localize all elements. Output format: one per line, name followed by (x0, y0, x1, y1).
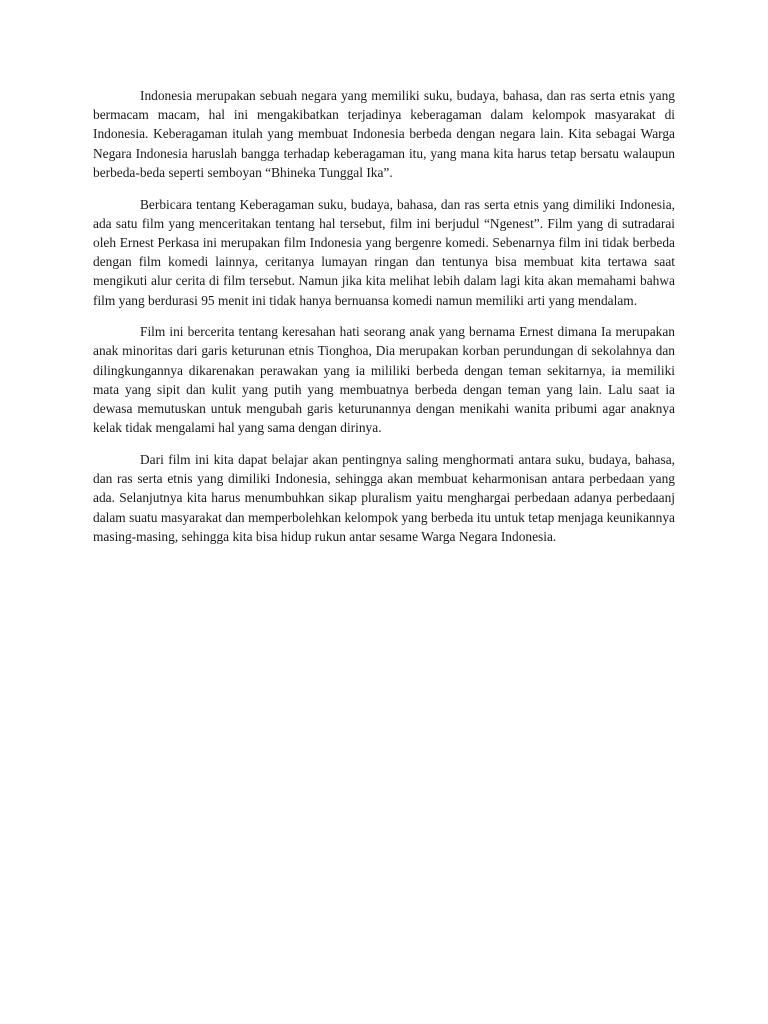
paragraph: Dari film ini kita dapat belajar akan pentingnya saling menghormati antara suku, budaya, bahasa, dan ras serta etnis yang dimiliki Indonesia, sehingga akan membuat keharmonisan antara perbedaan yang ada. Selanjutnya kita harus menumbuhkan sikap pluralism yaitu menghargai perbedaan adanya perbedaanj dalam suatu masyarakat dan memperbolehkan kelompok yang berbeda itu untuk tetap menjaga keunikannya masing-masing, sehingga kita bisa hidup rukun antar sesame Warga Negara Indonesia. (93, 451, 675, 544)
document-body (93, 86, 675, 558)
paragraph: Berbicara tentang Keberagaman suku, budaya, bahasa, dan ras serta etnis yang dimiliki Indonesia, ada satu film yang menceritakan tentang hal tersebut, film ini berjudul “Ngenest”. Film yang di sutradarai oleh Ernest Perkasa ini merupakan film Indonesia yang bergenre komedi. Sebenarnya film ini tidak berbeda dengan film komedi lainnya, ceritanya lumayan ringan dan tentunya bisa membuat kita tertawa saat mengikuti alur cerita di film tersebut. Namun jika kita melihat lebih dalam lagi kita akan memahami bahwa film yang berdurasi 95 menit ini tidak hanya bernuansa komedi namun memiliki arti yang mendalam. (93, 196, 675, 308)
paragraph: Indonesia merupakan sebuah negara yang memiliki suku, budaya, bahasa, dan ras serta etnis yang bermacam macam, hal ini mengakibatkan terjadinya keberagaman dalam kelompok masyarakat di Indonesia. Keberagaman itulah yang membuat Indonesia berbeda dengan negara lain. Kita sebagai Warga Negara Indonesia haruslah bangga terhadap keberagaman itu, yang mana kita harus tetap bersatu walaupun berbeda-beda seperti semboyan “Bhineka Tunggal Ika”. (93, 88, 675, 180)
paragraph: Film ini bercerita tentang keresahan hati seorang anak yang bernama Ernest dimana Ia merupakan anak minoritas dari garis keturunan etnis Tionghoa, Dia merupakan korban perundungan di sekolahnya dan dilingkungannya dikarenakan perawakan yang ia mililiki berbeda dengan teman sekitarnya, ia memiliki mata yang sipit dan kulit yang putih yang membuatnya berbeda dengan teman yang lain. Lalu saat ia dewasa memutuskan untuk mengubah garis keturunannya dengan menikahi wanita pribumi agar anaknya kelak tidak mengalami hal yang sama dengan dirinya. (93, 324, 675, 436)
